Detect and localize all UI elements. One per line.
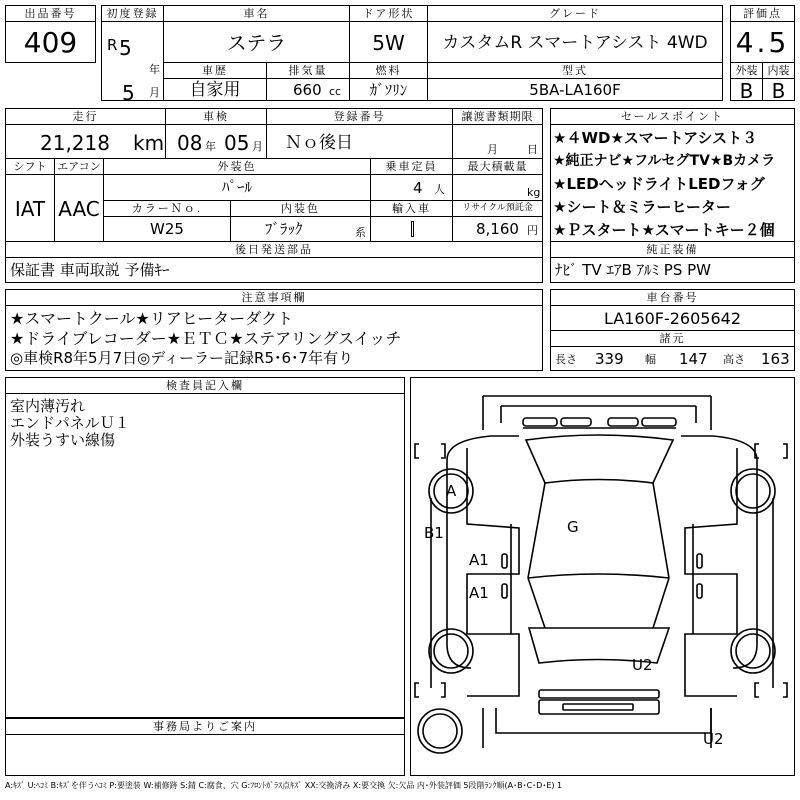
car-diagram	[411, 378, 794, 775]
score-cell	[730, 21, 795, 63]
inspector-cell	[5, 393, 405, 718]
car-name: ステラ	[226, 31, 287, 55]
exterior-color-label: 外装色	[217, 160, 257, 173]
mileage: 21,218	[40, 131, 110, 155]
shift-cell	[5, 174, 55, 242]
genuine-equipment: ﾅﾋﾞ TV ｴｱB ｱﾙﾐ PS PW	[555, 261, 711, 279]
chassis-no-label-cell	[550, 289, 795, 306]
first-registration-era: R	[107, 36, 118, 54]
later-parts-label-cell	[5, 241, 543, 258]
recycle-label-cell	[452, 200, 543, 217]
damage-mark-left-rear-door: A1	[469, 584, 489, 602]
damage-mark-roof-glass: G	[567, 518, 579, 536]
first-registration-label: 初度登録	[106, 7, 159, 20]
notes-line: ★スマートクール★リアヒーターダクト	[10, 309, 294, 328]
shift: IAT	[14, 197, 46, 221]
damage-mark-rear-right-quarter: U2	[632, 656, 653, 674]
inspection-year: 08	[177, 131, 203, 155]
first-registration-month: 5	[122, 81, 135, 105]
interior-grade-cell	[762, 78, 795, 101]
history-cell	[163, 78, 267, 101]
dimension-height-label: 高さ	[723, 353, 745, 366]
chassis-no-label: 車台番号	[646, 291, 699, 304]
first-registration-month-unit: 月	[149, 86, 160, 99]
transfer-deadline-label-cell	[452, 108, 543, 125]
color-no-label-cell	[103, 200, 231, 217]
color-no-cell	[103, 216, 231, 242]
inspection-cell	[165, 124, 267, 159]
inspection-month: 05	[224, 131, 250, 155]
notes-cell	[5, 305, 543, 371]
inspector-line: 外装うすい線傷	[10, 431, 116, 449]
dimension-height: 163	[761, 350, 790, 368]
fuel: ｶﾞｿﾘﾝ	[369, 81, 408, 99]
fuel-cell	[349, 78, 428, 101]
interior-grade-label-cell	[762, 62, 795, 79]
shift-label: シフト	[13, 160, 47, 173]
mileage-label-cell	[5, 108, 166, 125]
displacement: 660	[293, 81, 322, 99]
history-label: 車歴	[202, 64, 228, 77]
sales-point-line: ★Ｐスタート★スマートキー２個	[553, 221, 775, 239]
model: 5BA-LA160F	[529, 81, 621, 99]
shift-label-cell	[5, 158, 55, 175]
first-registration-cell	[101, 21, 164, 105]
first-registration-year-unit: 年	[149, 63, 160, 76]
model-label: 型式	[562, 64, 588, 77]
dimension-length-label: 長さ	[555, 353, 577, 366]
max-load-unit: kg	[527, 186, 541, 199]
import-checkbox	[411, 221, 414, 237]
mileage-unit: km	[133, 131, 165, 155]
inspection-label: 車検	[203, 110, 229, 123]
score-label-cell	[730, 5, 795, 22]
office-cell	[5, 734, 405, 776]
first-registration-year: 5	[119, 36, 132, 60]
lot-number: 409	[23, 26, 78, 59]
recycle-cell	[452, 216, 543, 242]
import-cell	[370, 216, 453, 242]
sales-point-line: ★純正ナビ★フルセグTV★Bカメラ	[553, 153, 776, 169]
car-name-label-cell	[163, 5, 350, 22]
exterior-color: ﾊﾟｰﾙ	[221, 178, 252, 196]
score: 4.5	[735, 26, 790, 59]
dimension-length: 339	[595, 350, 624, 368]
aircon-cell	[54, 174, 104, 242]
lot-number-cell	[5, 21, 96, 63]
dimension-width: 147	[679, 350, 708, 368]
sales-points-label-cell	[550, 108, 795, 125]
genuine-equipment-label-cell	[550, 241, 795, 258]
later-parts-cell	[5, 257, 543, 283]
transfer-deadline-month-unit: 月	[487, 143, 498, 156]
car-diagram-panel	[410, 377, 795, 776]
dimensions-cell	[550, 346, 795, 371]
history-label-cell	[163, 62, 267, 79]
sales-point-line: ★シート＆ミラーヒーター	[553, 198, 731, 216]
sales-points-cell	[550, 124, 795, 242]
aircon: AAC	[58, 197, 100, 221]
capacity-label-cell	[370, 158, 453, 175]
door-type-cell	[349, 21, 428, 63]
sales-points-label: セールスポイント	[620, 110, 724, 123]
later-parts-label: 後日発送部品	[235, 243, 313, 256]
inspection-label-cell	[165, 108, 267, 125]
reg-number-label: 登録番号	[333, 110, 386, 123]
max-load-label-cell	[452, 158, 543, 175]
exterior-grade-cell	[730, 78, 763, 101]
interior-color-label-cell	[230, 200, 371, 217]
aircon-label-cell	[54, 158, 104, 175]
notes-label-cell	[5, 289, 543, 306]
sales-point-line: ★４WD★スマートアシスト３	[553, 129, 758, 147]
capacity-unit: 人	[434, 183, 445, 196]
exterior-color-cell	[103, 174, 371, 201]
reg-number: Ｎｏ後日	[285, 133, 353, 153]
interior-grade-label: 内装	[767, 64, 790, 77]
door-type: 5W	[372, 31, 405, 55]
reg-number-cell	[266, 124, 453, 159]
door-type-label: ドア形状	[362, 7, 415, 20]
transfer-deadline-day-unit: 日	[527, 143, 538, 156]
notes-line: ★ドライブレコーダー★ＥＴＣ★ステアリングスイッチ	[10, 329, 402, 348]
car-name-cell	[163, 21, 350, 63]
inspector-label: 検査員記入欄	[166, 379, 244, 392]
damage-mark-front-left-wheel: A	[446, 482, 457, 500]
transfer-deadline-label: 譲渡書類期限	[461, 110, 534, 123]
chassis-no: LA160F-2605642	[604, 309, 741, 328]
chassis-no-cell	[550, 305, 795, 331]
transfer-deadline-cell	[452, 124, 543, 159]
later-parts: 保証書 車両取説 予備ｷｰ	[10, 261, 170, 279]
inspection-month-unit: 月	[252, 140, 263, 153]
exterior-grade-label: 外装	[735, 64, 758, 77]
mileage-cell	[5, 124, 166, 159]
sales-point-line: ★LEDヘッドライトLEDフォグ	[553, 175, 765, 193]
fuel-label: 燃料	[375, 64, 402, 77]
inspection-year-unit: 年	[205, 140, 216, 153]
capacity-label: 乗車定員	[385, 160, 438, 173]
aircon-label: エアコン	[57, 160, 101, 173]
displacement-label: 排気量	[288, 64, 328, 77]
genuine-equipment-label: 純正装備	[646, 243, 699, 256]
damage-mark-rear-panel: U2	[703, 730, 724, 748]
damage-mark-left-front-fender: B1	[424, 524, 444, 542]
max-load-cell	[452, 174, 543, 201]
displacement-cell	[266, 78, 350, 101]
lot-number-label: 出品番号	[24, 7, 77, 20]
recycle-unit: 円	[527, 224, 538, 237]
inspector-line: エンドパネルＵ１	[10, 414, 130, 432]
office-label: 事務局よりご案内	[153, 720, 257, 733]
grade-label-cell	[427, 5, 723, 22]
dimension-width-label: 幅	[645, 353, 656, 366]
displacement-unit: cc	[329, 85, 342, 98]
office-label-cell	[5, 718, 405, 735]
inspector-label-cell	[5, 377, 405, 394]
reg-number-label-cell	[266, 108, 453, 125]
recycle: 8,160	[476, 220, 519, 238]
interior-color-cell	[230, 216, 371, 242]
exterior-grade: B	[739, 79, 754, 103]
door-type-label-cell	[349, 5, 428, 22]
mileage-label: 走行	[72, 110, 99, 123]
interior-grade: B	[771, 79, 786, 103]
grade-cell	[427, 21, 723, 63]
color-no-label: カラーＮｏ.	[131, 202, 203, 215]
color-no: W25	[150, 220, 184, 238]
car-name-label: 車名	[243, 7, 270, 20]
import-label-cell	[370, 200, 453, 217]
notes-line: ◎車検R8年5月7日◎ディーラー記録R5･6･7年有り	[10, 349, 354, 367]
capacity: 4	[413, 179, 423, 197]
import-label: 輸入車	[392, 202, 431, 215]
dimensions-label: 諸元	[659, 332, 686, 345]
interior-color-label: 内装色	[281, 202, 320, 215]
lot-number-label-cell	[5, 5, 96, 22]
legend-text: A:ｷｽﾞ U:ﾍｺﾐ B:ｷｽﾞを伴うﾍｺﾐ P:要塗装 W:補修跡 S:錆 C:腐食、穴 G:ﾌﾛﾝﾄｶﾞﾗｽ点ｷｽﾞ XX:交換済み X:要交換 欠:欠品 内･外装評価 5段階ﾗﾝｸ順(A･B･C･D･E) 1	[5, 781, 563, 790]
dimensions-label-cell	[550, 330, 795, 347]
notes-label: 注意事項欄	[241, 291, 307, 304]
capacity-cell	[370, 174, 453, 201]
model-cell	[427, 78, 723, 101]
grade-label: グレード	[549, 7, 601, 20]
exterior-grade-label-cell	[730, 62, 763, 79]
score-label: 評価点	[743, 7, 782, 20]
recycle-label: リサイクル預託金	[462, 203, 533, 213]
history: 自家用	[189, 80, 241, 100]
interior-color-unit: 系	[355, 226, 366, 239]
grade: カスタムR スマートアシスト 4WD	[442, 33, 708, 53]
inspector-line: 室内薄汚れ	[10, 397, 86, 415]
genuine-equipment-cell	[550, 257, 795, 283]
damage-mark-left-front-door: A1	[469, 551, 489, 569]
displacement-label-cell	[266, 62, 350, 79]
exterior-color-label-cell	[103, 158, 371, 175]
fuel-label-cell	[349, 62, 428, 79]
interior-color: ﾌﾞﾗｯｸ	[265, 220, 303, 238]
max-load-label: 最大積載量	[467, 160, 528, 173]
model-label-cell	[427, 62, 723, 79]
first-registration-label-cell	[101, 5, 164, 22]
